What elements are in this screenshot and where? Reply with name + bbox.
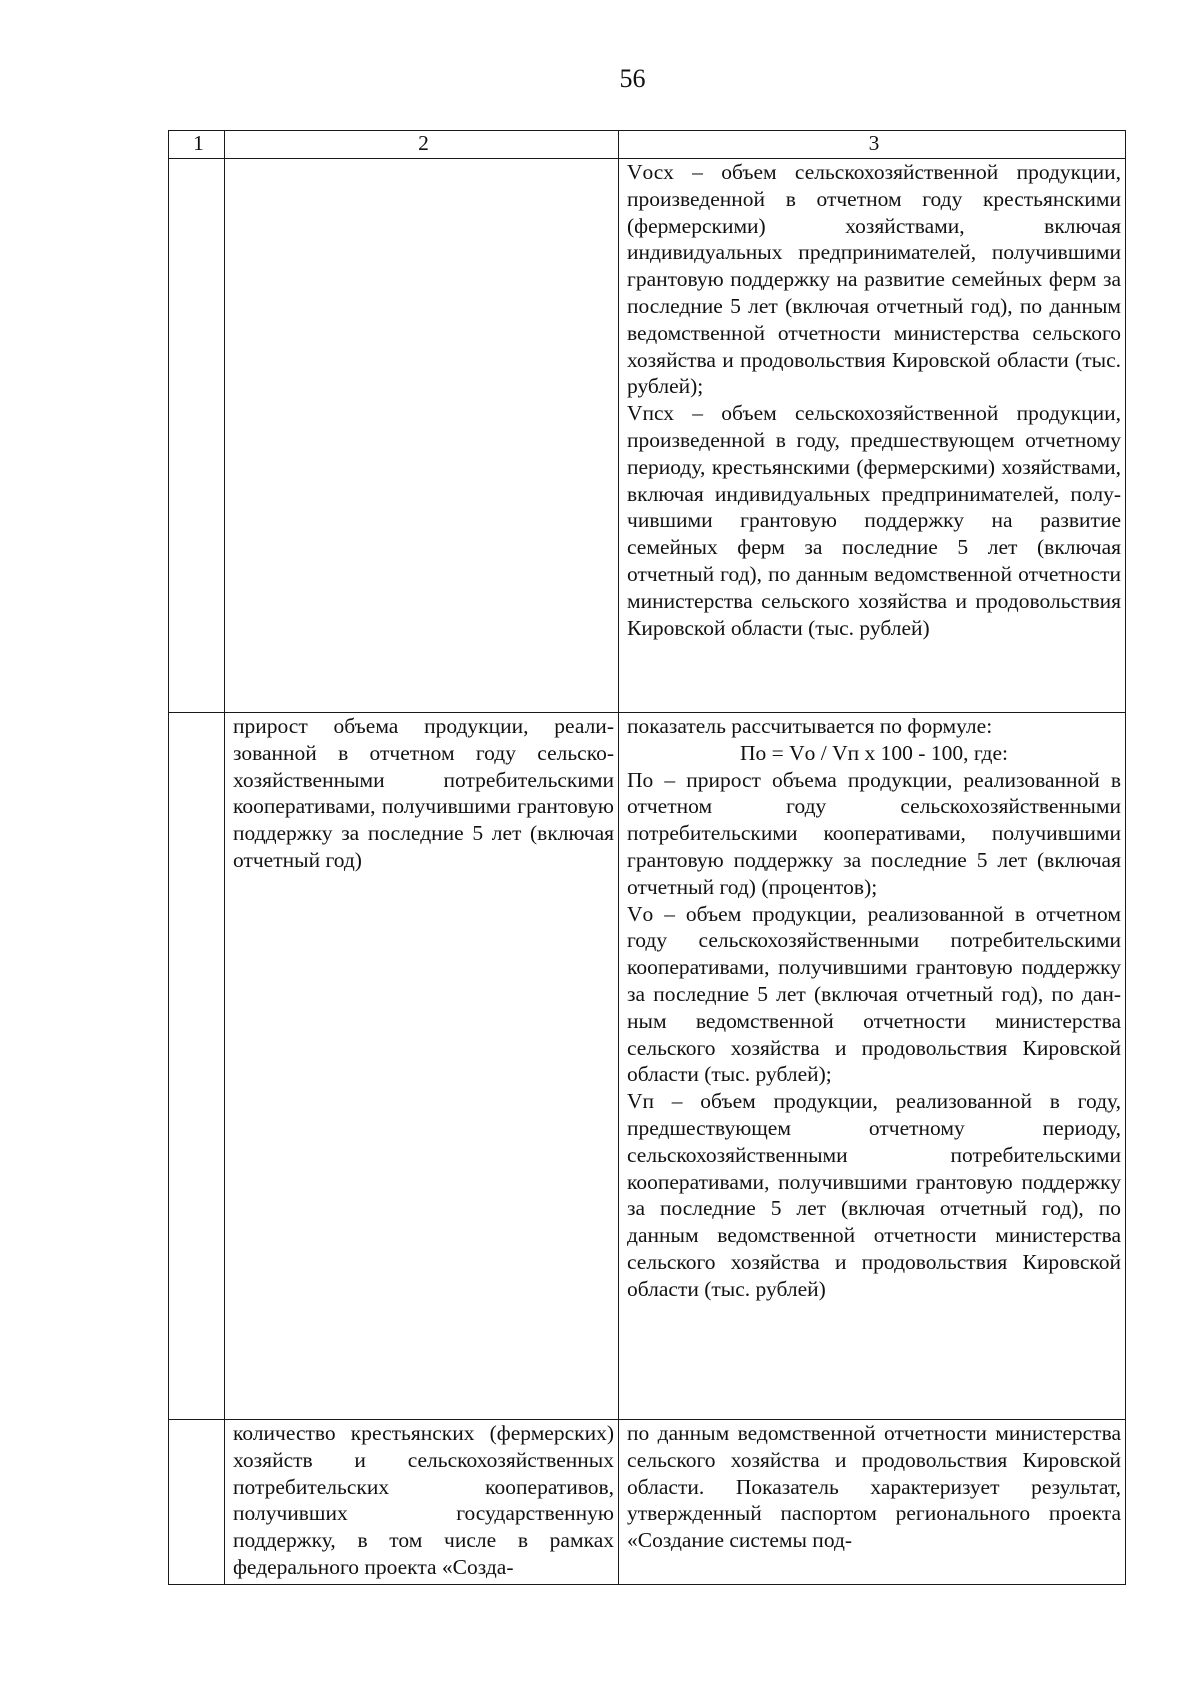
methodology-cell bbox=[619, 159, 1126, 713]
indicators-table bbox=[168, 130, 1126, 1585]
table-row bbox=[169, 159, 1126, 713]
header-cell-1: 1 bbox=[169, 131, 225, 159]
methodology-cell bbox=[619, 713, 1126, 1420]
methodology-text: по данным ведомственной отчетности министерства сельского хозяйства и продовольствия Кировской области. Показатель характеризует результат, утвержденный паспортом регионального проекта «Создание системы под- bbox=[627, 1421, 1121, 1553]
definition-vpsh: Vпсх – объем сельскохозяйственной продукции, произведенной в году, предшествующем отчетному периоду, крестьянскими (фермерскими) хозяйствами, включая индивидуальных предпринимателей, получившими грантовую поддержку на развитие семейных ферм за последние 5 лет (включая отчетный год), по данным ведомственной отчетности министерства сельского хозяйства и продовольствия Кировской области (тыс. рублей) bbox=[627, 401, 1121, 640]
header-cell-2: 2 bbox=[225, 131, 619, 159]
indicator-name-text: прирост объема продукции, реализованной в отчетном году сельскохозяйственными потребительскими кооперативами, получившими грантовую поддержку за последние 5 лет (включая отчетный год) bbox=[233, 714, 614, 872]
table-row bbox=[169, 713, 1126, 1420]
indicator-name-text: количество крестьянских (фермерских) хозяйств и сельскохозяйственных потребительских кооперативов, получивших государственную поддержку, в том числе в рамках федерального проекта «Созда- bbox=[233, 1421, 614, 1579]
formula: По = Vо / Vп х 100 - 100, где: bbox=[739, 740, 1009, 765]
formula-intro: показатель рассчитывается по формуле: bbox=[627, 714, 993, 738]
table-row bbox=[169, 1420, 1126, 1585]
page-number: 56 bbox=[619, 64, 646, 93]
indicator-name-cell bbox=[225, 713, 619, 1420]
indicator-name-cell bbox=[225, 1420, 619, 1585]
row-number-cell bbox=[169, 1420, 225, 1585]
table-header-row bbox=[169, 131, 1126, 159]
header-cell-3: 3 bbox=[619, 131, 1126, 159]
row-number-cell bbox=[169, 713, 225, 1420]
row-number-cell bbox=[169, 159, 225, 713]
definition-vosh: Vосх – объем сельскохозяйственной продукции, произведенной в отчетном году крестьянскими (фермерскими) хозяйствами, включая индивидуальных предпринимателей, получившими грантовую поддержку на развитие семейных ферм за последние 5 лет (включая отчетный год), по данным ведомственной отчетности министерства сельского хозяйства и продовольствия Кировской области (тыс. рублей); bbox=[627, 160, 1121, 399]
indicator-name-cell bbox=[225, 159, 619, 713]
definition-vo: Vо – объем продукции, реализованной в отчетном году сельскохозяйственными потребительскими кооперативами, получившими грантовую поддержку за последние 5 лет (включая отчетный год), по данным ведомственной отчетности министерства сельского хозяйства и продовольствия Кировской области (тыс. рублей); bbox=[627, 901, 1121, 1087]
methodology-cell bbox=[619, 1420, 1126, 1585]
definition-po: По – прирост объема продукции, реализованной в отчетном году сельскохозяйственными потребительскими кооперативами, получившими грантовую поддержку за последние 5 лет (включая отчетный год) (процентов); bbox=[627, 767, 1121, 899]
definition-vp: Vп – объем продукции, реализованной в году, предшествующем отчетному периоду, сельскохозяйственными потребительскими кооперативами, получившими грантовую поддержку за последние 5 лет (включая отчетный год), по данным ведомственной отчетности министерства сельского хозяйства и продовольствия Кировской области (тыс. рублей) bbox=[627, 1089, 1121, 1301]
